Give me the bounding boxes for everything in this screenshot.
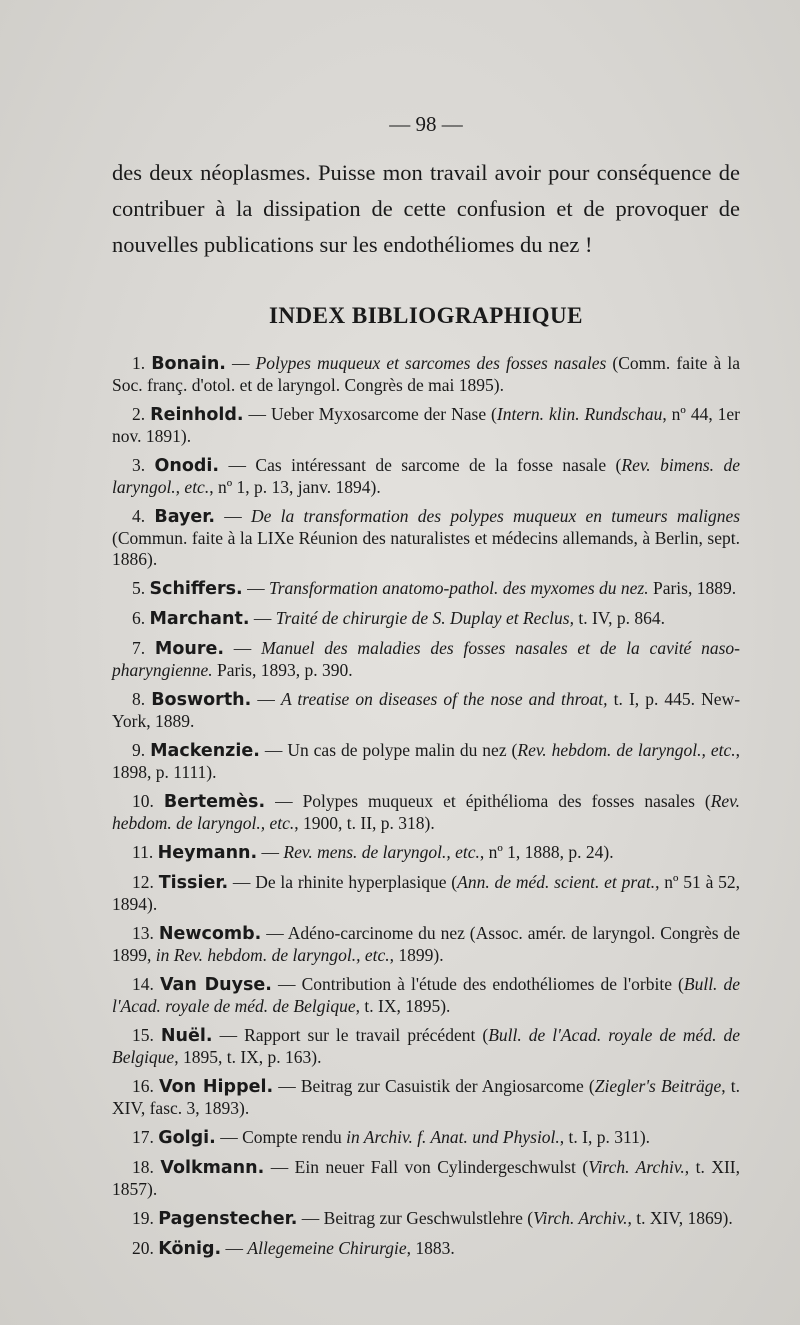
reference-text: Cas intéressant de sarcome de la fosse nasale ( [255,455,622,475]
reference-item: 11. Heymann. — Rev. mens. de laryngol., etc., nº 1, 1888, p. 24). [112,842,740,864]
reference-item: 16. Von Hippel. — Beitrag zur Casuistik der Angiosarcome (Ziegler's Beiträge, t. XIV, fasc. 3, 1893). [112,1076,741,1118]
reference-item: 14. Van Duyse. — Contribution à l'étude des endothéliomes de l'orbite (Bull. de l'Acad. royale de méd. de Belgique, t. IX, 1895). [112,974,741,1016]
reference-number: 9. [132,740,146,760]
reference-details: , 1898, p. 1111). [112,740,741,782]
reference-item: 20. König. — Allegemeine Chirurgie, 1883. [112,1238,740,1260]
reference-title: Allegemeine Chirurgie [247,1238,407,1258]
reference-title: Ann. de méd. scient. et prat. [457,872,656,892]
reference-item: 13. Newcomb. — Adéno-carcinome du nez (Assoc. amér. de laryngol. Congrès de 1899, in Rev. hebdom. de laryngol., etc., 1899). [112,923,741,965]
reference-text: Beitrag zur Geschwulstlehre ( [323,1208,534,1228]
reference-author: Moure. [154,639,224,659]
reference-author: Von Hippel. [159,1077,274,1097]
reference-number: 20. [132,1238,154,1258]
reference-item: 15. Nuël. — Rapport sur le travail précédent (Bull. de l'Acad. royale de méd. de Belgique, 1895, t. IX, p. 163). [112,1025,740,1067]
reference-details: Paris, 1893, p. 390. [212,660,353,680]
reference-number: 7. [132,638,146,658]
reference-author: Mackenzie. [150,741,260,761]
reference-item: 8. Bosworth. — A treatise on diseases of the nose and throat, t. I, p. 445. New-York, 1889. [112,689,741,731]
reference-author: Bertemès. [163,792,266,812]
reference-item: 12. Tissier. — De la rhinite hyperplasique (Ann. de méd. scient. et prat., nº 51 à 52, 1894). [112,872,741,914]
reference-list [112,353,740,1260]
reference-text: Un cas de polype malin du nez ( [287,740,518,760]
reference-number: 18. [132,1157,154,1177]
reference-item: 19. Pagenstecher. — Beitrag zur Geschwulstlehre (Virch. Archiv., t. XIV, 1869). [112,1208,740,1230]
reference-title: Rev. mens. de laryngol., etc. [283,842,480,862]
reference-details: Paris, 1889. [648,578,737,598]
reference-number: 13. [132,923,154,943]
reference-item: 17. Golgi. — Compte rendu in Archiv. f. Anat. und Physiol., t. I, p. 311). [112,1127,740,1149]
page-number: — 98 — [389,112,463,136]
reference-item: 2. Reinhold. — Ueber Myxosarcome der Nase (Intern. klin. Rundschau, nº 44, 1er nov. 1891). [112,404,741,446]
reference-number: 19. [132,1208,154,1228]
reference-title: in Rev. hebdom. de laryngol., etc. [155,945,390,965]
reference-author: Volkmann. [160,1158,265,1178]
reference-title: Virch. Archiv. [588,1157,685,1177]
reference-text: Beitrag zur Casuistik der Angiosarcome ( [300,1076,595,1096]
reference-number: 1. [132,353,146,373]
reference-details: t. I, p. 445. New-York, 1889. [112,689,741,731]
reference-author: Bosworth. [151,690,252,710]
reference-title: Intern. klin. Rundschau [496,404,663,424]
reference-author: Onodi. [154,456,220,476]
reference-number: 12. [132,872,154,892]
reference-number: 15. [132,1025,154,1045]
reference-item: 10. Bertemès. — Polypes muqueux et épithélioma des fosses nasales (Rev. hebdom. de laryngol., etc., 1900, t. II, p. 318). [112,791,741,833]
reference-author: Tissier. [158,873,229,893]
reference-title: Virch. Archiv. [533,1208,628,1228]
reference-item: 3. Onodi. — Cas intéressant de sarcome de la fosse nasale (Rev. bimens. de laryngol., etc., nº 1, p. 13, janv. 1894). [112,455,740,497]
reference-author: Bayer. [154,507,216,527]
reference-title: Bull. de l'Acad. royale de méd. de Belgique [112,1025,740,1067]
reference-author: Heymann. [157,843,258,863]
reference-details: (Comm. faite à la Soc. franç. d'otol. et de laryngol. Congrès de mai 1895). [112,353,740,395]
intro-paragraph: des deux néoplasmes. Puisse mon travail avoir pour conséquence de contribuer à la dissipation de cette confusion et de provoquer de nouvelles publications sur les endothéliomes du nez ! [112,160,740,257]
reference-author: Marchant. [149,609,250,629]
reference-author: Pagenstecher. [158,1209,298,1229]
reference-number: 8. [132,689,146,709]
reference-number: 11. [132,842,154,862]
reference-title: Transformation anatomo-pathol. des myxomes du nez. [268,578,649,598]
reference-details: , nº 1, 1888, p. 24). [479,842,614,862]
reference-text: Ueber Myxosarcome der Nase ( [271,404,497,424]
reference-title: Bull. de l'Acad. royale de méd. de Belgique [112,974,741,1016]
reference-title: Rev. bimens. de laryngol., etc. [112,455,740,497]
reference-details: t. IV, p. 864. [573,608,666,628]
reference-item: 9. Mackenzie. — Un cas de polype malin du nez (Rev. hebdom. de laryngol., etc., 1898, p. 1111). [112,740,741,782]
reference-details: , 1899). [389,945,444,965]
reference-details: , nº 44, 1er nov. 1891). [112,404,741,446]
reference-title: in Archiv. f. Anat. und Physiol. [346,1127,560,1147]
reference-title: Traité de chirurgie de S. Duplay et Reclus, [275,608,574,628]
reference-item: 1. Bonain. — Polypes muqueux et sarcomes des fosses nasales (Comm. faite à la Soc. franç. d'otol. et de laryngol. Congrès de mai 1895). [112,353,740,395]
reference-author: Nuël. [160,1026,213,1046]
reference-title: Rev. hebdom. de laryngol., etc. [517,740,736,760]
reference-details: , nº 51 à 52, 1894). [112,872,741,914]
reference-number: 3. [132,455,146,475]
reference-author: Reinhold. [150,405,244,425]
reference-author: Newcomb. [158,924,262,944]
reference-number: 2. [132,404,146,424]
index-title: INDEX BIBLIOGRAPHIQUE [268,303,584,328]
reference-title: Polypes muqueux et sarcomes des fosses nasales [255,353,607,373]
reference-details: , t. I, p. 311). [559,1127,651,1147]
reference-text: Contribution à l'étude des endothéliomes de l'orbite ( [301,974,684,994]
reference-author: König. [158,1239,222,1259]
reference-number: 17. [132,1127,154,1147]
reference-number: 6. [132,608,146,628]
reference-number: 14. [132,974,154,994]
reference-details: , t. IX, 1895). [355,996,451,1016]
reference-text: Polypes muqueux et épithélioma des fosses nasales ( [302,791,711,811]
reference-details: , nº 1, p. 13, janv. 1894). [209,477,381,497]
reference-title: De la transformation des polypes muqueux en tumeurs malignes [251,506,741,526]
reference-title: A treatise on diseases of the nose and throat, [280,689,608,709]
reference-number: 10. [132,791,154,811]
reference-number: 4. [132,506,146,526]
reference-text: Ein neuer Fall von Cylindergeschwulst ( [294,1157,589,1177]
reference-number: 5. [132,578,146,598]
reference-text: De la rhinite hyperplasique ( [255,872,458,892]
reference-details: , 1883. [406,1238,455,1258]
reference-title: Ziegler's Beiträge [594,1076,722,1096]
reference-item: 18. Volkmann. — Ein neuer Fall von Cylindergeschwulst (Virch. Archiv., t. XII, 1857). [112,1157,740,1199]
reference-item: 4. Bayer. — De la transformation des polypes muqueux en tumeurs malignes (Commun. faite à la LIXe Réunion des naturalistes et médecins allemands, à Berlin, sept. 1886). [112,506,741,569]
reference-text: Adéno-carcinome du nez (Assoc. amér. de laryngol. Congrès de 1899, [112,923,741,965]
reference-details: , t. XIV, 1869). [627,1208,733,1228]
reference-item: 7. Moure. — Manuel des maladies des fosses nasales et de la cavité naso-pharyngienne. Paris, 1893, p. 390. [112,638,741,680]
reference-item: 6. Marchant. — Traité de chirurgie de S. Duplay et Reclus, t. IV, p. 864. [112,608,740,630]
reference-details: , 1900, t. II, p. 318). [294,813,435,833]
reference-details: (Commun. faite à la LIXe Réunion des naturalistes et médecins allemands, à Berlin, sept. 1886). [112,528,740,569]
reference-author: Bonain. [151,354,226,374]
reference-details: , t. XIV, fasc. 3, 1893). [112,1076,741,1118]
reference-title: Manuel des maladies des fosses nasales et de la cavité naso-pharyngienne. [112,638,741,680]
reference-author: Golgi. [158,1128,216,1148]
reference-item: 5. Schiffers. — Transformation anatomo-pathol. des myxomes du nez. Paris, 1889. [112,578,740,600]
reference-text: Rapport sur le travail précédent ( [244,1025,489,1045]
reference-number: 16. [132,1076,154,1096]
reference-details: , t. XII, 1857). [112,1157,740,1199]
reference-title: Rev. hebdom. de laryngol., etc. [112,791,741,833]
reference-author: Van Duyse. [159,975,272,995]
reference-author: Schiffers. [149,579,243,599]
reference-details: , 1895, t. IX, p. 163). [174,1047,322,1067]
reference-text: Compte rendu [242,1127,347,1147]
